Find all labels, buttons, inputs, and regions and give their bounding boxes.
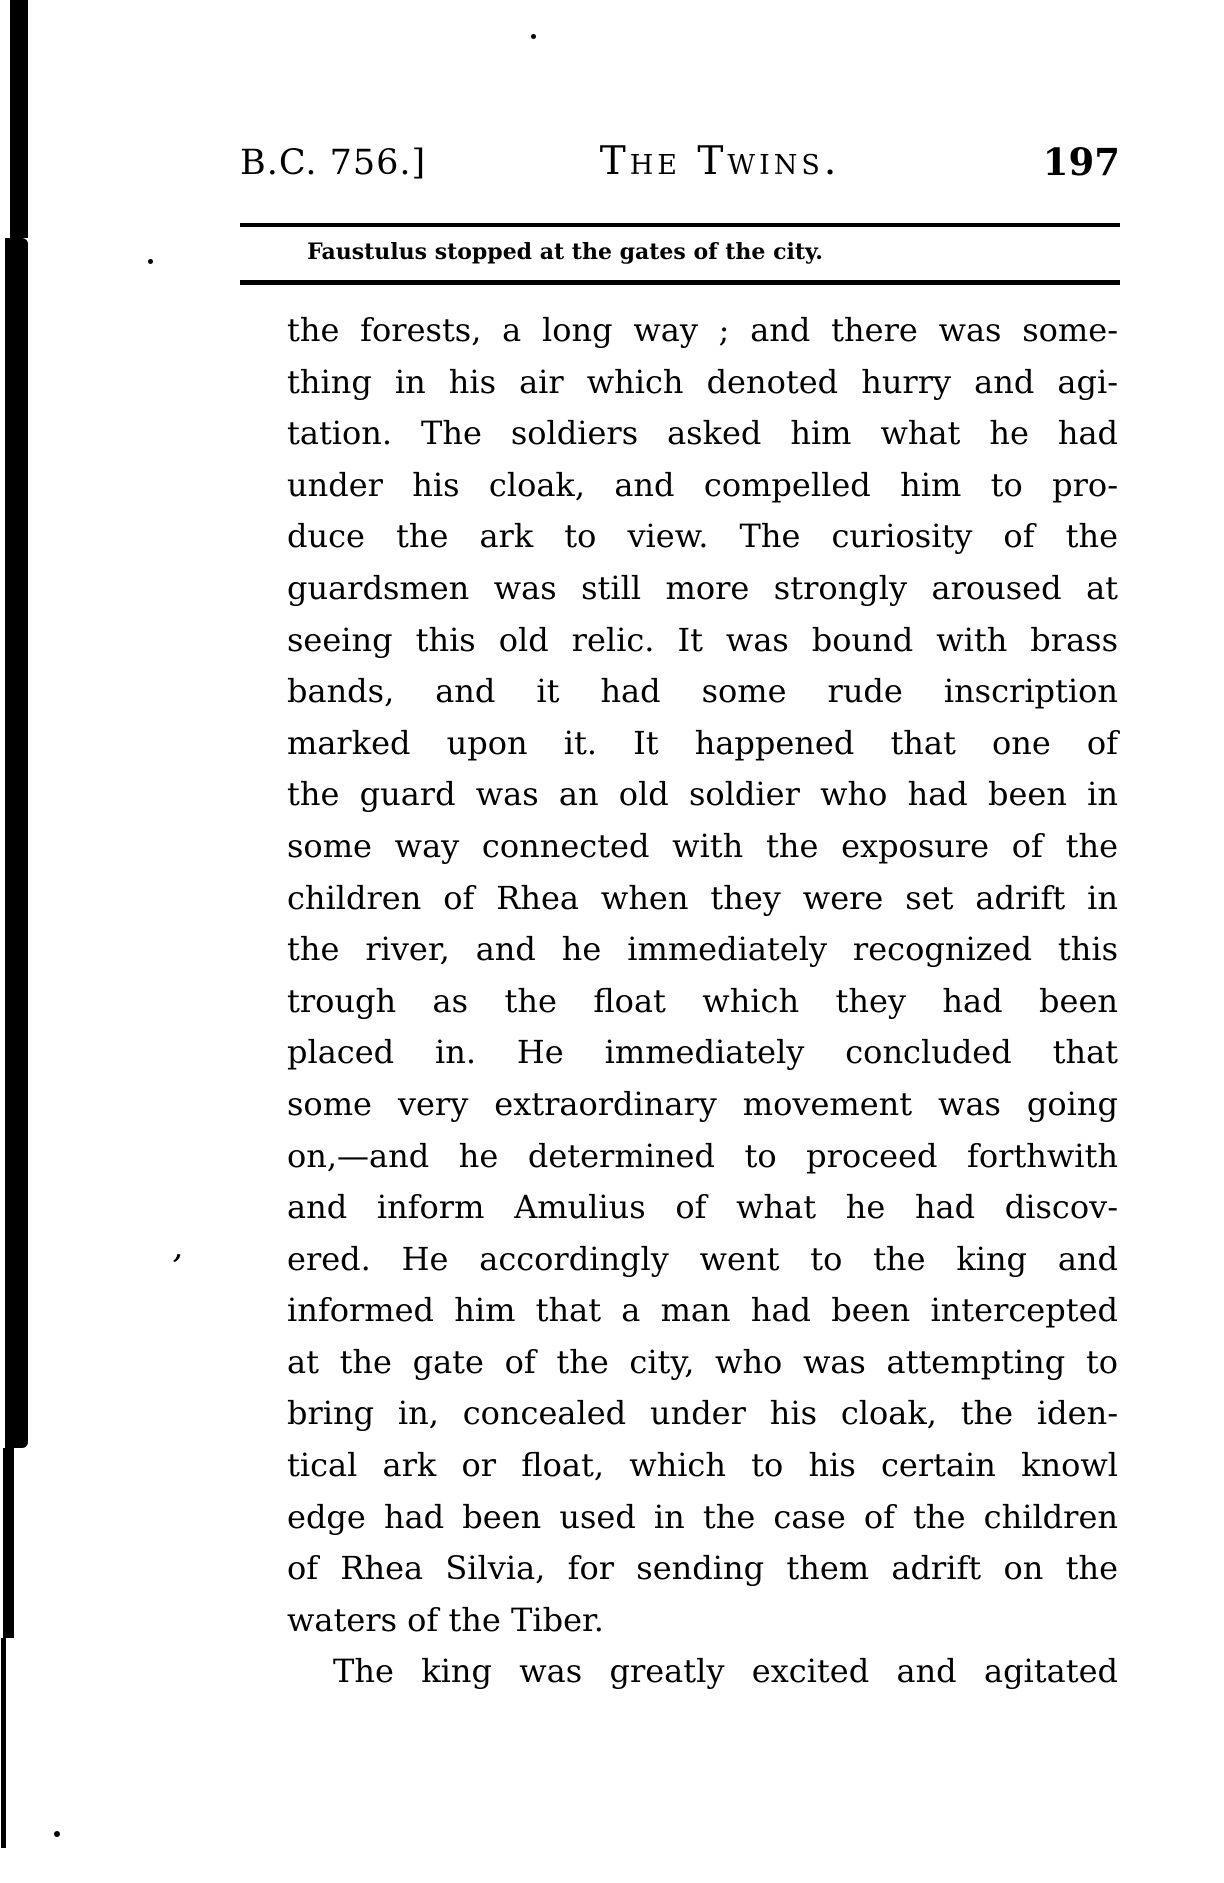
text-line: placed in. He immediately concluded that — [287, 1033, 1118, 1072]
text-line: thing in his air which denoted hurry and agi- — [287, 362, 1118, 401]
stray-mark: , — [171, 1226, 188, 1268]
scan-edge-artifact — [3, 1448, 14, 1638]
text-line: children of Rhea when they were set adrift in — [287, 878, 1118, 917]
text-line: tation. The soldiers asked him what he had — [287, 414, 1118, 453]
scan-speck — [531, 34, 536, 39]
body-text — [287, 305, 1118, 1698]
text-line: trough as the float which they had been — [287, 981, 1118, 1020]
text-line: the guard was an old soldier who had been in — [287, 775, 1118, 814]
scan-edge-artifact — [1, 1638, 6, 1848]
divider-rule-bottom — [240, 280, 1120, 285]
chapter-caption: Faustulus stopped at the gates of the city. — [307, 239, 823, 265]
text-line: of Rhea Silvia, for sending them adrift on the — [287, 1549, 1118, 1588]
text-line: waters of the Tiber. — [287, 1600, 604, 1639]
text-line: guardsmen was still more strongly aroused at — [287, 568, 1118, 607]
scan-speck — [148, 259, 153, 264]
text-line: The king was greatly excited and agitated — [333, 1652, 1118, 1691]
scan-edge-artifact — [5, 238, 28, 1448]
text-line: ered. He accordingly went to the king and — [287, 1239, 1118, 1278]
text-line: bring in, concealed under his cloak, the iden- — [287, 1394, 1118, 1433]
text-line: some very extraordinary movement was going — [287, 1084, 1118, 1123]
text-line: and inform Amulius of what he had discov- — [287, 1188, 1118, 1227]
text-line: seeing this old relic. It was bound with brass — [287, 620, 1118, 659]
text-line: duce the ark to view. The curiosity of the — [287, 517, 1118, 556]
text-line: bands, and it had some rude inscription — [287, 672, 1118, 711]
page-title: The Twins. — [599, 139, 841, 184]
text-line: the forests, a long way ; and there was some- — [287, 311, 1118, 349]
text-line: under his cloak, and compelled him to pro- — [287, 465, 1118, 504]
divider-rule-top — [240, 223, 1120, 227]
scan-edge-artifact — [10, 0, 28, 238]
text-line: informed him that a man had been intercepted — [287, 1291, 1118, 1330]
text-line: some way connected with the exposure of the — [287, 826, 1118, 865]
text-line: edge had been used in the case of the children — [287, 1497, 1118, 1536]
text-line: marked upon it. It happened that one of — [287, 723, 1118, 762]
text-line: on,—and he determined to proceed forthwith — [287, 1136, 1118, 1175]
text-line: at the gate of the city, who was attempting to — [287, 1342, 1118, 1381]
text-line: tical ark or float, which to his certain knowl — [287, 1446, 1118, 1485]
page-number: 197 — [1042, 140, 1120, 184]
text-line: the river, and he immediately recognized this — [287, 930, 1118, 969]
scan-speck — [54, 1831, 60, 1837]
header-date: B.C. 756.] — [240, 143, 427, 183]
